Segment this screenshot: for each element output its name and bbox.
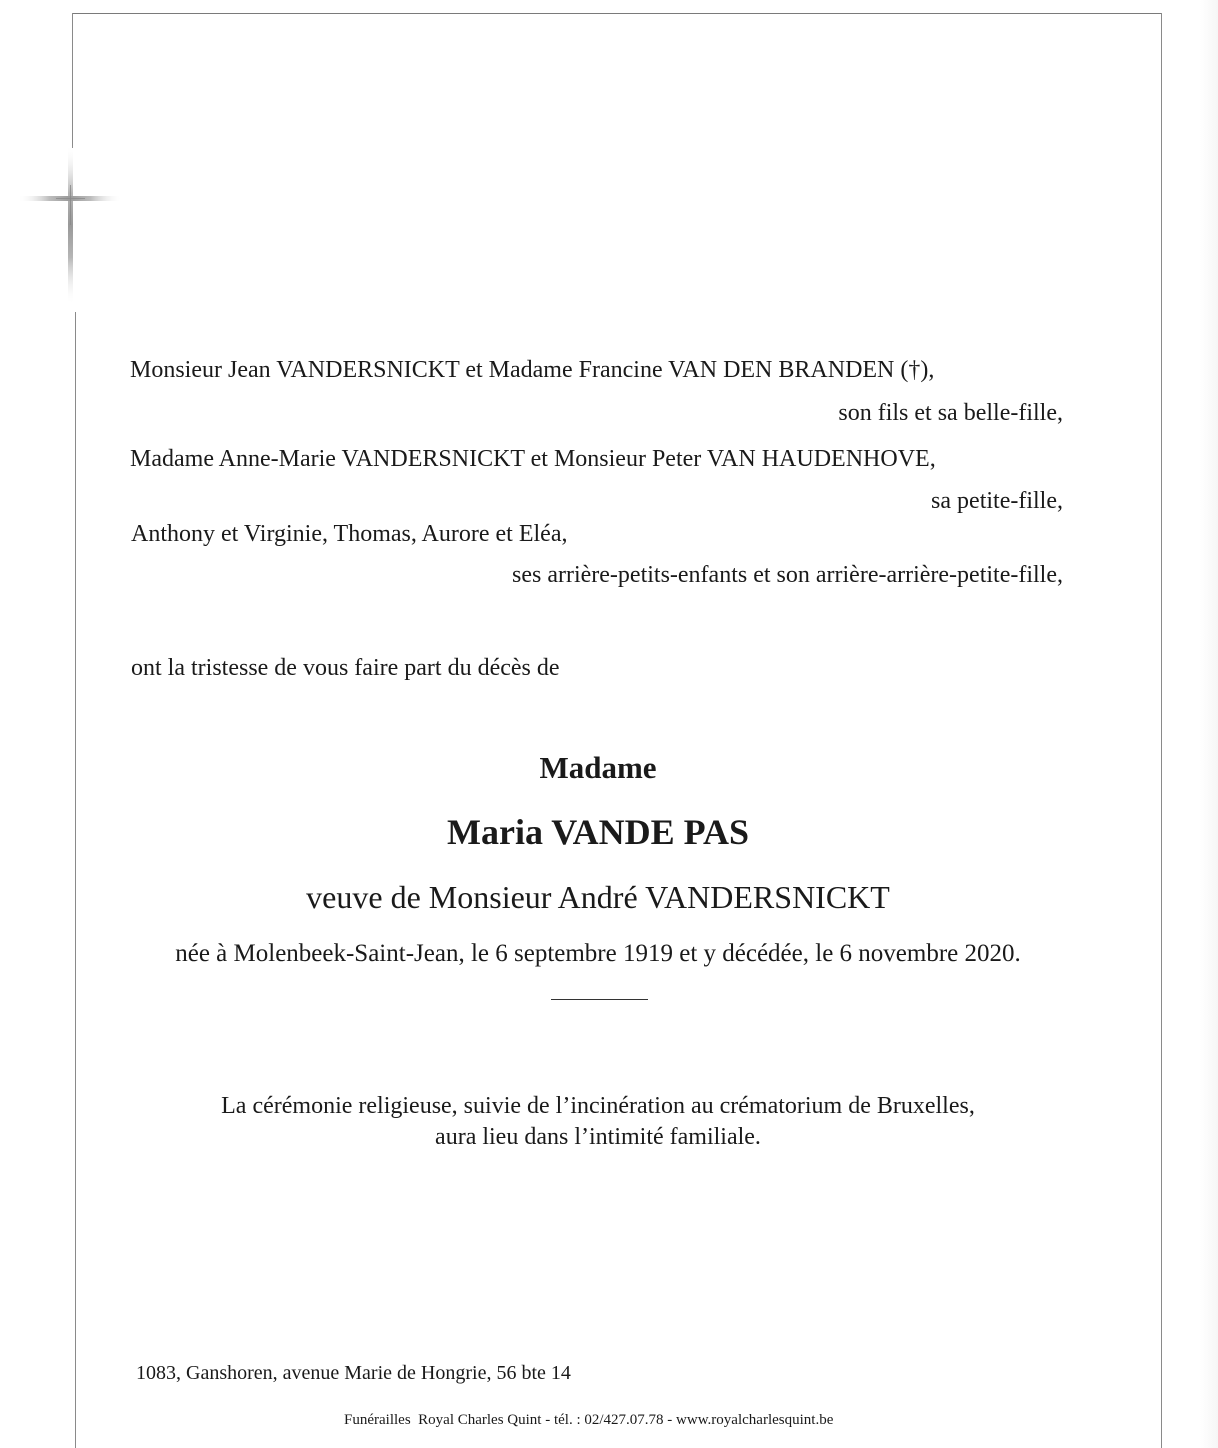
ceremony-line-2: aura lieu dans l’intimité familiale. (435, 1124, 761, 1150)
section-divider (551, 999, 648, 1000)
announcement-text: ont la tristesse de vous faire part du décès de (131, 655, 560, 681)
family-address: 1083, Ganshoren, avenue Marie de Hongrie, 56 bte 14 (136, 1362, 571, 1384)
deceased-spouse: veuve de Monsieur André VANDERSNICKT (306, 879, 890, 915)
frame-top-border (72, 13, 1162, 14)
family-line-granddaughter: Madame Anne-Marie VANDERSNICKT et Monsieur Peter VAN HAUDENHOVE, (130, 446, 936, 472)
family-line-son: Monsieur Jean VANDERSNICKT et Madame Francine VAN DEN BRANDEN (†), (130, 357, 935, 383)
ceremony-line-1: La cérémonie religieuse, suivie de l’incinération au crématorium de Bruxelles, (221, 1093, 975, 1119)
family-line-great-grandchildren: Anthony et Virginie, Thomas, Aurore et Eléa, (131, 521, 568, 547)
funeral-home-footer: Funérailles Royal Charles Quint - tél. : 02/427.07.78 - www.royalcharlesquint.be (344, 1412, 834, 1428)
cross-icon (18, 145, 122, 305)
scan-edge-shadow (1200, 0, 1218, 1448)
relation-son: son fils et sa belle-fille, (838, 400, 1063, 426)
relation-granddaughter: sa petite-fille, (931, 488, 1063, 514)
deceased-name: Maria VANDE PAS (446, 812, 749, 852)
frame-left-border-upper (72, 13, 73, 148)
frame-right-border (1161, 13, 1162, 1448)
relation-great-grandchildren: ses arrière-petits-enfants et son arrière-arrière-petite-fille, (511, 562, 1063, 588)
deceased-title: Madame (539, 750, 657, 785)
deceased-birth-death: née à Molenbeek-Saint-Jean, le 6 septembre 1919 et y décédée, le 6 novembre 2020. (175, 940, 1021, 967)
